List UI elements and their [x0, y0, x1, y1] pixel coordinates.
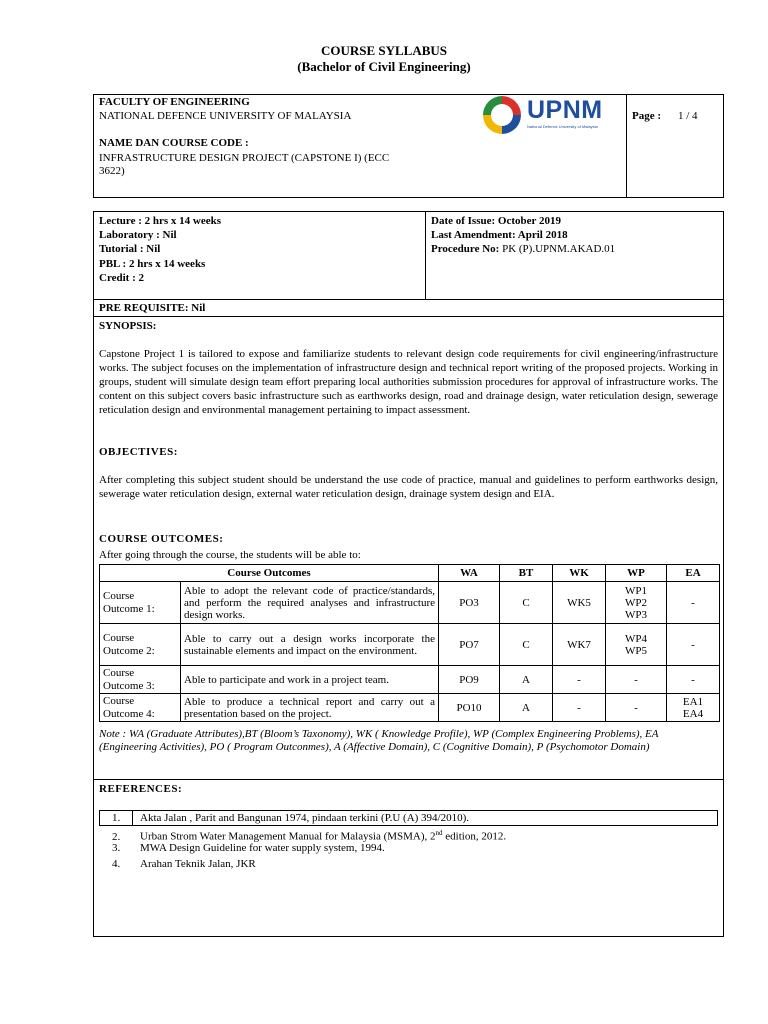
synopsis-heading: SYNOPSIS:: [99, 320, 157, 332]
outcome-wk: WK7: [553, 624, 606, 666]
upnm-logo: [483, 96, 621, 136]
table-row: [100, 624, 720, 666]
university-name: NATIONAL DEFENCE UNIVERSITY OF MALAYSIA: [99, 110, 352, 122]
reference-number: 2.: [112, 830, 121, 843]
outcome-ea: -: [667, 582, 720, 624]
outcome-ea: -: [667, 624, 720, 666]
outcome-description: Able to produce a technical report and carry out a presentation based on the project.: [181, 694, 439, 722]
course-outcomes-intro: After going through the course, the students will be able to:: [99, 549, 361, 561]
reference-text: Urban Strom Water Management Manual for Malaysia (MSMA), 2: [140, 830, 436, 843]
procedure-label: Procedure No:: [431, 243, 500, 255]
outcome-label: Course Outcome 4:: [100, 694, 181, 722]
date-of-issue: Date of Issue: October 2019: [431, 215, 561, 227]
outcome-description: Able to carry out a design works incorporate the sustainable elements and impact on the environment.: [181, 624, 439, 666]
university-crest-icon: [483, 96, 521, 134]
outcome-label: Course Outcome 3:: [100, 666, 181, 694]
outcome-bt: A: [500, 694, 553, 722]
abbreviation-note: Note : WA (Graduate Attributes),BT (Bloom’s Taxonomy), WK ( Knowledge Profile), WP (Complex Engineering Problems), EA (Engineering Activities), PO ( Program Outconmes), A (Affective Domain), C (Cognitive Domain), P (Psychomotor Domain): [99, 728, 659, 753]
credit-value: Credit : 2: [99, 272, 145, 284]
course-code-label: NAME DAN COURSE CODE :: [99, 137, 249, 149]
reference-item-4: [112, 857, 256, 871]
outcome-wk: WK5: [553, 582, 606, 624]
reference-text: MWA Design Guideline for water supply system, 1994.: [140, 842, 385, 854]
document-title: [0, 43, 768, 75]
logo-wordmark: UPNM: [527, 96, 603, 124]
title-line-2: (Bachelor of Civil Engineering): [297, 59, 471, 74]
procedure-number: [431, 243, 615, 256]
course-name-line-1: INFRASTRUCTURE DESIGN PROJECT (CAPSTONE I) (ECC: [99, 152, 390, 164]
objectives-text: After completing this subject student should be understand the use code of practice, manual and guidelines to perform earthworks design, sewerage water reticulation design, external water reticulation design, drainage system design and EIA.: [99, 474, 718, 500]
outcome-wp: WP1 WP2 WP3: [606, 582, 667, 624]
reference-superscript: nd: [435, 829, 443, 837]
page-number: 1 / 4: [678, 110, 698, 122]
outcome-wk: -: [553, 694, 606, 722]
outcome-description: Able to participate and work in a project team.: [181, 666, 439, 694]
col-header-wp: WP: [606, 565, 667, 582]
outcome-wa: PO9: [439, 666, 500, 694]
table-row: [100, 666, 720, 694]
reference-number: 4.: [112, 858, 121, 870]
reference-number: 1.: [112, 812, 121, 824]
course-info-divider: [425, 211, 426, 300]
references-top-rule: [93, 779, 724, 780]
laboratory-hours: Laboratory : Nil: [99, 229, 177, 241]
faculty-name: FACULTY OF ENGINEERING: [99, 96, 250, 108]
pbl-hours: PBL : 2 hrs x 14 weeks: [99, 258, 206, 270]
reference-number: 3.: [112, 842, 121, 854]
course-outcomes-table: [99, 564, 720, 722]
outcome-description: Able to adopt the relevant code of practice/standards, and perform the required analyses and infrastructure design works.: [181, 582, 439, 624]
outcome-ea: EA1 EA4: [667, 694, 720, 722]
outcome-wp: -: [606, 694, 667, 722]
reference-text-end: edition, 2012.: [442, 830, 507, 843]
synopsis-text: Capstone Project 1 is tailored to expose and familiarize students to relevant design code requirements for civil engineering/infrastructure works. The subject focuses on the implementation of infrastructure design and technical report writing of the proposed projects. Working in groups, student will simulate design team effort preparing local authorities submission procedures for approval of infrastructure works. The content on this subject covers basic infrastructure such as earthworks design, road and drainage design, water reticulation design, sewerage reticulation design and environmental management pertaining to impact assessment.: [99, 348, 718, 416]
outcome-label: Course Outcome 1:: [100, 582, 181, 624]
col-header-bt: BT: [500, 565, 553, 582]
outcome-label: Course Outcome 2:: [100, 624, 181, 666]
header-top-rule: [93, 94, 474, 95]
last-amendment: Last Amendment: April 2018: [431, 229, 568, 241]
outcome-wa: PO7: [439, 624, 500, 666]
reference-text: Akta Jalan , Parit and Bangunan 1974, pindaan terkini (P.U (A) 394/2010).: [140, 812, 470, 824]
outcome-wp: -: [606, 666, 667, 694]
outcome-bt: A: [500, 666, 553, 694]
procedure-value: PK (P).UPNM.AKAD.01: [502, 243, 616, 255]
outcome-wa: PO3: [439, 582, 500, 624]
logo-subtext: National Defence University of Malaysia: [527, 124, 598, 129]
prerequisite: PRE REQUISITE: Nil: [99, 302, 206, 314]
page-label: Page :: [632, 110, 662, 122]
title-line-1: COURSE SYLLABUS: [320, 43, 448, 58]
col-header-course-outcomes: Course Outcomes: [100, 565, 439, 582]
course-outcomes-heading: COURSE OUTCOMES:: [99, 533, 224, 545]
table-header-row: [100, 565, 720, 582]
references-heading: REFERENCES:: [99, 783, 183, 795]
header-divider: [626, 94, 627, 198]
col-header-wk: WK: [553, 565, 606, 582]
outcome-ea: -: [667, 666, 720, 694]
course-name-line-2: 3622): [99, 165, 125, 177]
prerequisite-rule: [93, 316, 724, 317]
reference-item-3: [112, 841, 385, 855]
col-header-ea: EA: [667, 565, 720, 582]
table-row: [100, 694, 720, 722]
outcome-wp: WP4 WP5: [606, 624, 667, 666]
reference-text: Arahan Teknik Jalan, JKR: [140, 858, 256, 870]
objectives-heading: OBJECTIVES:: [99, 446, 178, 458]
tutorial-hours: Tutorial : Nil: [99, 243, 161, 255]
outcome-wa: PO10: [439, 694, 500, 722]
lecture-hours: Lecture : 2 hrs x 14 weeks: [99, 215, 221, 227]
col-header-wa: WA: [439, 565, 500, 582]
table-row: [100, 582, 720, 624]
outcome-bt: C: [500, 624, 553, 666]
reference-item-1: [112, 811, 469, 825]
outcome-wk: -: [553, 666, 606, 694]
outcome-bt: C: [500, 582, 553, 624]
